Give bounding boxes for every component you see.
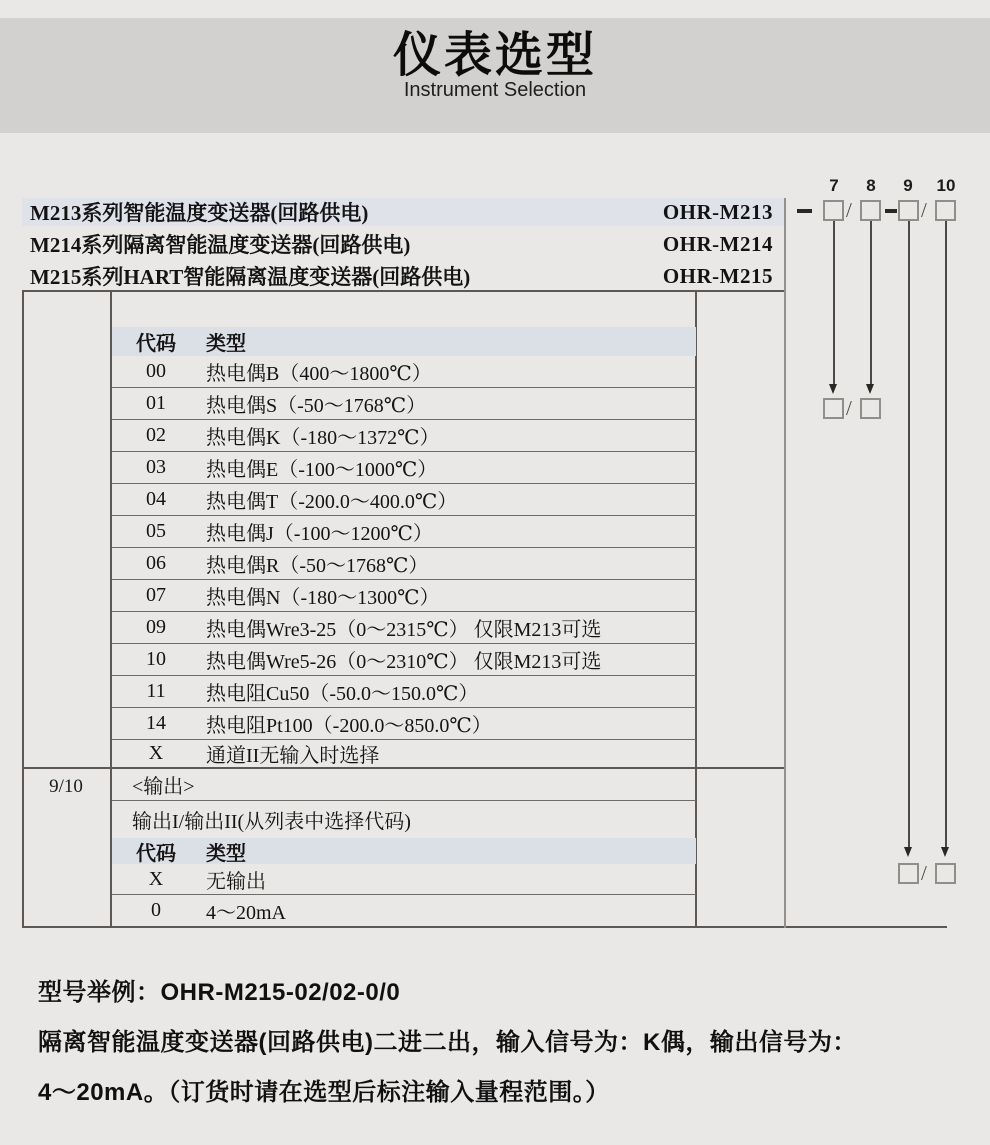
example-model-line: 型号举例：OHR-M215-02/02-0/0 (38, 979, 401, 1006)
table-row (112, 548, 696, 580)
row-code: 0 (151, 899, 161, 921)
row-type: 热电偶B（400～1800℃） (206, 363, 432, 385)
table-row (112, 388, 696, 420)
row-type: 4～20mA (206, 902, 286, 924)
table-row (112, 740, 696, 767)
slash-separator: / (921, 861, 927, 885)
dash-separator (797, 209, 812, 213)
position-number-10: 10 (936, 176, 956, 195)
product-code: OHR-M215 (662, 263, 773, 288)
arrowhead-down-icon (829, 384, 837, 394)
output-subheading: 输出I/输出II(从列表中选择代码) (132, 811, 411, 833)
row-code: X (148, 742, 164, 764)
output-heading-row (112, 769, 696, 801)
slash-separator: / (921, 198, 927, 222)
row-type: 热电偶E（-100～1000℃） (206, 459, 438, 481)
row-code: 00 (146, 360, 166, 382)
product-name: M215系列HART智能隔离温度变送器(回路供电) (30, 265, 471, 289)
example-desc-line-1: 隔离智能温度变送器(回路供电)二进二出，输入信号为：K偶，输出信号为： (38, 1029, 857, 1056)
arrowhead-down-icon (866, 384, 874, 394)
column-header-code: 代码 (136, 842, 176, 865)
dash-separator (885, 209, 897, 213)
position-number-8: 8 (866, 176, 876, 195)
row-type: 通道II无输入时选择 (206, 745, 380, 767)
answer-box-7 (823, 398, 844, 419)
page-subtitle: Instrument Selection (403, 79, 587, 102)
table-row (112, 580, 696, 612)
row-code: 03 (146, 456, 166, 478)
arrow-line-8 (870, 221, 872, 385)
column-header-code: 代码 (136, 333, 176, 355)
selector-box-9 (898, 200, 919, 221)
column-header-type: 类型 (206, 842, 246, 865)
table-row (112, 452, 696, 484)
table-bottom-border (22, 926, 947, 928)
row-type: 无输出 (206, 870, 266, 893)
row-type: 热电阻Cu50（-50.0～150.0℃） (206, 683, 479, 705)
selector-box-7 (823, 200, 844, 221)
example-desc-line-2: 4～20mA。（订货时请在选型后标注输入量程范围。） (38, 1079, 610, 1106)
table-row (112, 420, 696, 452)
table-row (112, 356, 696, 388)
product-row-m214 (22, 230, 785, 258)
row-code: 11 (146, 680, 166, 702)
answer-box-8 (860, 398, 881, 419)
output-table-header (112, 838, 696, 864)
row-type: 热电偶N（-180～1300℃） (206, 587, 440, 609)
row-type: 热电偶S（-50～1768℃） (206, 395, 427, 417)
row-type: 热电阻Pt100（-200.0～850.0℃） (206, 715, 492, 737)
answer-box-9 (898, 863, 919, 884)
table-row (112, 708, 696, 740)
table-row (112, 644, 696, 676)
table-row (112, 676, 696, 708)
position-number-7: 7 (829, 176, 839, 195)
output-subheading-row (112, 801, 696, 838)
row-type: 热电偶R（-50～1768℃） (206, 555, 429, 577)
product-code: OHR-M213 (662, 199, 773, 224)
row-code: 05 (146, 520, 166, 542)
row-code: 10 (146, 648, 166, 670)
table-right-border (784, 198, 786, 928)
answer-box-10 (935, 863, 956, 884)
product-code: OHR-M214 (662, 231, 773, 256)
arrow-line-9 (908, 221, 910, 848)
arrow-line-10 (945, 221, 947, 848)
output-heading: <输出> (132, 776, 195, 798)
row-type: 热电偶Wre5-26（0～2310℃） 仅限M213可选 (206, 651, 602, 673)
row-type: 热电偶J（-100～1200℃） (206, 523, 433, 545)
title-band (0, 18, 990, 133)
table-row (112, 484, 696, 516)
output-position-label: 9/10 (49, 776, 83, 797)
slash-separator: / (846, 396, 852, 420)
table-top-border (22, 290, 785, 292)
row-type: 热电偶T（-200.0～400.0℃） (206, 491, 458, 513)
column-header-type: 类型 (206, 333, 246, 355)
selector-box-8 (860, 200, 881, 221)
row-code: 07 (146, 584, 166, 606)
table-row (112, 895, 696, 926)
product-name: M213系列智能温度变送器(回路供电) (30, 201, 369, 225)
position-number-9: 9 (903, 176, 913, 195)
row-code: 14 (146, 712, 166, 734)
input-table-header (112, 327, 696, 356)
page-title: 仪表选型 (392, 29, 597, 82)
selector-box-10 (935, 200, 956, 221)
row-code: 09 (146, 616, 166, 638)
table-row (112, 864, 696, 895)
row-code: X (148, 867, 164, 890)
row-code: 04 (146, 488, 166, 510)
table-left-border (22, 290, 24, 928)
product-row-m213 (22, 198, 785, 226)
product-name: M214系列隔离智能温度变送器(回路供电) (30, 233, 411, 257)
row-type: 热电偶Wre3-25（0～2315℃） 仅限M213可选 (206, 619, 602, 641)
row-code: 06 (146, 552, 166, 574)
row-type: 热电偶K（-180～1372℃） (206, 427, 440, 449)
arrowhead-down-icon (904, 847, 912, 857)
product-row-m215 (22, 262, 785, 290)
row-code: 01 (146, 392, 166, 414)
slash-separator: / (846, 198, 852, 222)
table-row (112, 516, 696, 548)
row-code: 02 (146, 424, 166, 446)
arrow-line-7 (833, 221, 835, 385)
arrowhead-down-icon (941, 847, 949, 857)
table-row (112, 612, 696, 644)
